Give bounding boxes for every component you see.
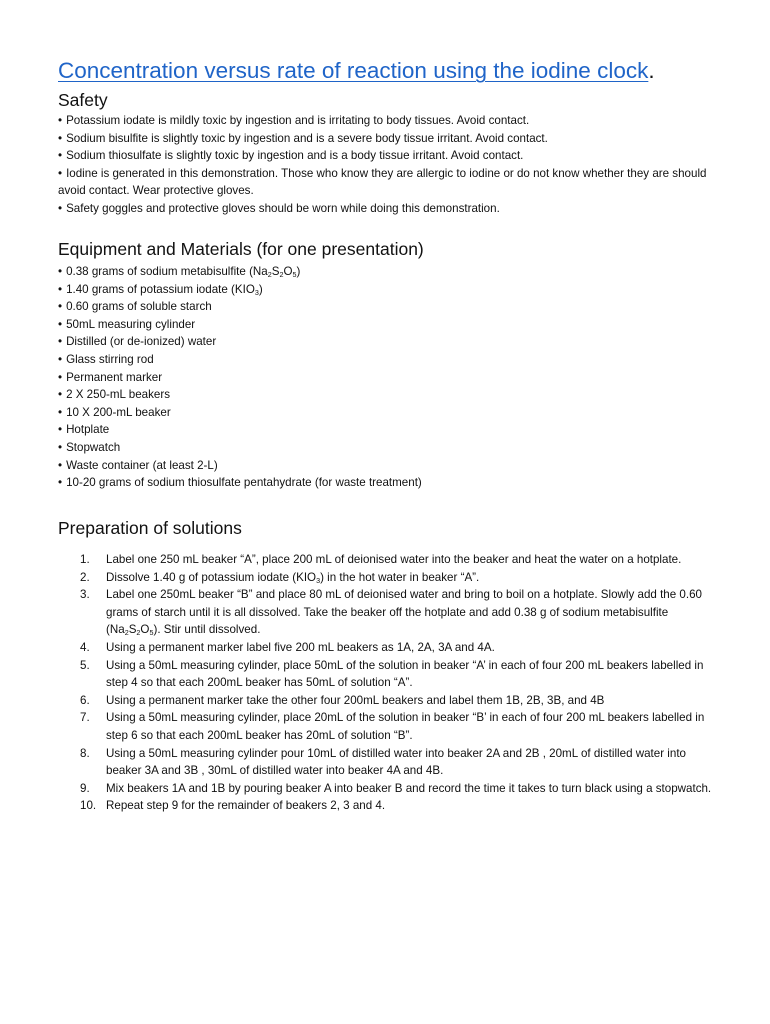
equipment-text: Stopwatch (66, 440, 121, 454)
step-number: 3. (80, 588, 90, 602)
list-item (58, 165, 718, 200)
step-text: Label one 250mL beaker “B” and place 80 mL of deionised water and bring to boil on a hotplate. Slowly add the 0.60 grams of starch until it is all dissolved. Take the beaker off the hotplate and add 0.38 g of sodium metabisulfite $(Na_2S_2O_5)$. Stir until dissolved. (106, 588, 702, 638)
equipment-text: 50mL measuring cylinder (66, 317, 196, 331)
step-text: Repeat step 9 for the remainder of beakers 2, 3 and 4. (106, 799, 386, 813)
equipment-text: Waste container (at least 2-L) (66, 458, 218, 472)
list-item (58, 439, 718, 457)
step-text: Using a permanent marker take the other four 200mL beakers and label them 1B, 2B, 3B, and 4B (106, 693, 605, 707)
equipment-text: Glass stirring rod (66, 352, 154, 366)
list-item (58, 147, 718, 165)
step-text: Label one 250 mL beaker “A”, place 200 mL of deionised water into the beaker and heat the water on a hotplate. (106, 553, 682, 566)
list-item (58, 333, 718, 351)
list-item (58, 263, 718, 281)
bullet-icon: • (58, 282, 63, 296)
list-item (58, 130, 718, 148)
equipment-text: Distilled (or de-ionized) water (66, 335, 217, 349)
safety-text: Sodium bisulfite is slightly toxic by ingestion and is a severe body tissue irritant. Avoid contact. (66, 131, 548, 145)
step-text: Using a 50mL measuring cylinder pour 10mL of distilled water into beaker 2A and 2B , 20mL of distilled water into beaker 3A and 3B , 30mL of distilled water into beaker 4A and 4B. (106, 746, 686, 778)
step-number: 5. (80, 658, 90, 672)
bullet-icon: • (58, 476, 63, 490)
bullet-icon: • (58, 423, 63, 437)
list-item (58, 404, 718, 422)
preparation-heading: Preparation of solutions (58, 518, 242, 538)
step-item (58, 551, 718, 569)
equipment-text: 2 X 250-mL beakers (66, 388, 171, 402)
list-item (58, 474, 718, 492)
safety-text: Safety goggles and protective gloves should be worn while doing this demonstration. (66, 201, 500, 215)
bullet-icon: • (58, 166, 63, 180)
safety-list (58, 112, 718, 218)
bullet-icon: • (58, 114, 63, 127)
title-period: . (648, 58, 655, 83)
equipment-text: 0.38 grams of sodium metabisulfite $(Na_2S_2O_5)$ (66, 265, 301, 279)
list-item (58, 298, 718, 316)
step-number: 8. (80, 746, 90, 760)
step-number: 10. (80, 799, 97, 813)
safety-heading: Safety (58, 90, 108, 110)
step-item (58, 745, 718, 780)
list-item (58, 316, 718, 334)
bullet-icon: • (58, 388, 63, 402)
bullet-icon: • (58, 458, 63, 472)
bullet-icon: • (58, 440, 63, 454)
equipment-text: Hotplate (66, 423, 110, 437)
step-number: 1. (80, 553, 90, 566)
list-item (58, 200, 718, 218)
bullet-icon: • (58, 131, 63, 145)
preparation-steps (58, 551, 718, 815)
equipment-text: 10 X 200-mL beaker (66, 405, 171, 419)
list-item (58, 457, 718, 475)
step-item (58, 569, 718, 587)
step-text: Using a permanent marker label five 200 mL beakers as 1A, 2A, 3A and 4A. (106, 640, 495, 654)
step-number: 6. (80, 693, 90, 707)
step-text: Dissolve 1.40 g of potassium iodate $(KIO_3)$ in the hot water in beaker “A”. (106, 570, 480, 585)
step-text: Using a 50mL measuring cylinder, place 50mL of the solution in beaker “A’ in each of four 200 mL beakers labelled in step 4 so that each 200mL beaker has 50mL of solution “A”. (106, 658, 704, 690)
step-item (58, 586, 718, 639)
list-item (58, 386, 718, 404)
list-item (58, 351, 718, 369)
equipment-heading: Equipment and Materials (for one presentation) (58, 239, 424, 259)
step-item (58, 797, 718, 815)
bullet-icon: • (58, 201, 63, 215)
bullet-icon: • (58, 405, 63, 419)
step-item (58, 639, 718, 657)
list-item (58, 281, 718, 299)
bullet-icon: • (58, 352, 63, 366)
bullet-icon: • (58, 265, 63, 278)
bullet-icon: • (58, 317, 63, 331)
bullet-icon: • (58, 149, 63, 163)
step-number: 9. (80, 781, 90, 795)
step-number: 4. (80, 640, 90, 654)
step-item (58, 657, 718, 692)
equipment-text: Permanent marker (66, 370, 163, 384)
safety-text: Potassium iodate is mildly toxic by ingestion and is irritating to body tissues. Avoid contact. (66, 114, 530, 127)
bullet-icon: • (58, 300, 63, 314)
step-number: 7. (80, 711, 90, 725)
step-number: 2. (80, 570, 90, 584)
step-item (58, 709, 718, 744)
list-item (58, 369, 718, 387)
title-link[interactable]: Concentration versus rate of reaction using the iodine clock (58, 58, 649, 83)
equipment-text: 1.40 grams of potassium iodate $(KIO_3)$ (66, 282, 263, 297)
safety-text: Sodium thiosulfate is slightly toxic by ingestion and is a body tissue irritant. Avoid contact. (66, 149, 524, 163)
step-item (58, 780, 718, 798)
equipment-text: 10-20 grams of sodium thiosulfate pentahydrate (for waste treatment) (66, 476, 422, 490)
bullet-icon: • (58, 335, 63, 349)
page-title (58, 56, 655, 86)
equipment-list (58, 263, 718, 492)
list-item (58, 421, 718, 439)
step-text: Mix beakers 1A and 1B by pouring beaker A into beaker B and record the time it takes to turn black using a stopwatch. (106, 781, 712, 795)
step-text: Using a 50mL measuring cylinder, place 20mL of the solution in beaker “B’ in each of four 200 mL beakers labelled in step 6 so that each 200mL beaker has 20mL of solution “B”. (106, 711, 705, 742)
step-item (58, 692, 718, 710)
bullet-icon: • (58, 370, 63, 384)
equipment-text: 0.60 grams of soluble starch (66, 300, 212, 314)
list-item (58, 112, 718, 130)
safety-text: Iodine is generated in this demonstration. Those who know they are allergic to iodine or do not know whether they are should avoid contact. Wear protective gloves. (58, 166, 707, 198)
